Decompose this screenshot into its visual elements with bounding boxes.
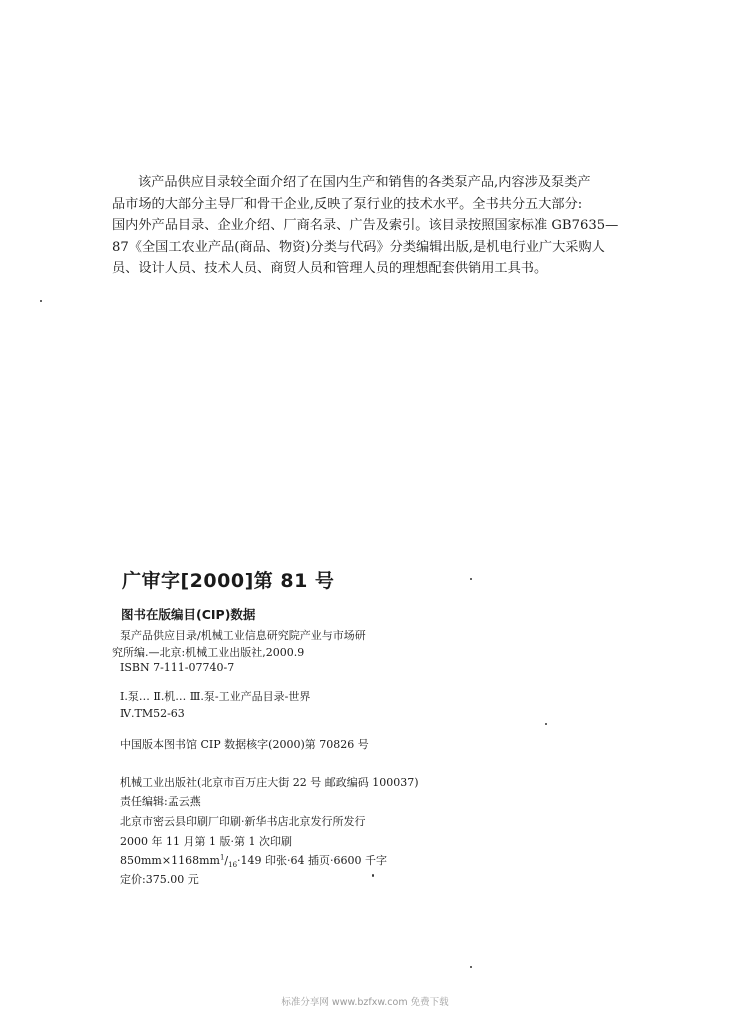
format-fraction-denominator: 16 [228, 861, 238, 870]
intro-line: 该产品供应目录较全面介绍了在国内生产和销售的各类泵产品,内容涉及泵类产 [138, 175, 591, 190]
cip-title-line-1: 泵产品供应目录/机械工业信息研究院产业与市场研 [120, 629, 366, 642]
ad-permit-number: 广审字[2000]第 81 号 [122, 570, 335, 592]
publisher-line: 机械工业出版社(北京市百万庄大街 22 号 邮政编码 100037) [120, 776, 419, 789]
cip-classification: Ⅳ.TM52-63 [120, 707, 185, 720]
printer-line: 北京市密云县印刷厂印刷·新华书店北京发行所发行 [120, 815, 366, 828]
format-fraction-numerator: 1 [219, 853, 225, 862]
scan-speck [40, 300, 42, 302]
cip-subjects: Ⅰ.泵… Ⅱ.机… Ⅲ.泵-工业产品目录-世界 [120, 690, 311, 703]
cip-heading: 图书在版编目(CIP)数据 [121, 607, 256, 622]
scan-speck [470, 578, 472, 580]
cip-isbn: ISBN 7-111-07740-7 [120, 661, 235, 674]
cip-number: 中国版本图书馆 CIP 数据核字(2000)第 70826 号 [120, 738, 369, 751]
intro-line: 员、设计人员、技术人员、商贸人员和管理人员的理想配套供销用工具书。 [112, 261, 548, 277]
watermark-footer: 标准分享网 www.bzfxw.com 免费下载 [281, 997, 449, 1008]
format-line: $850mm\times 1168mm^1/_{16}\cdot 149$ 印张·64 插页·6600 千字 [120, 853, 388, 870]
price-line: 定价:375.00 元 [120, 873, 199, 886]
editor-line: 责任编辑:孟云燕 [120, 795, 201, 808]
format-size: 850mm×1168mm [120, 854, 220, 867]
format-details: ·149 印张·64 插页·6600 千字 [237, 854, 388, 867]
cip-title-line-2: 究所编.—北京:机械工业出版社,2000.9 [112, 646, 305, 659]
intro-line: 国内外产品目录、企业介绍、厂商名录、广告及索引。该目录按照国家标准 GB7635— [112, 218, 619, 234]
intro-line: 品市场的大部分主导厂和骨干企业,反映了泵行业的技术水平。全书共分五大部分: [112, 196, 583, 212]
intro-line: 87《全国工农业产品(商品、物资)分类与代码》分类编辑出版,是机电行业广大采购人 [112, 239, 605, 255]
intro-paragraph [112, 172, 642, 280]
scan-speck [470, 966, 472, 968]
scan-speck [545, 723, 547, 725]
scan-speck [372, 874, 374, 877]
edition-line: 2000 年 11 月第 1 版·第 1 次印刷 [120, 835, 292, 848]
